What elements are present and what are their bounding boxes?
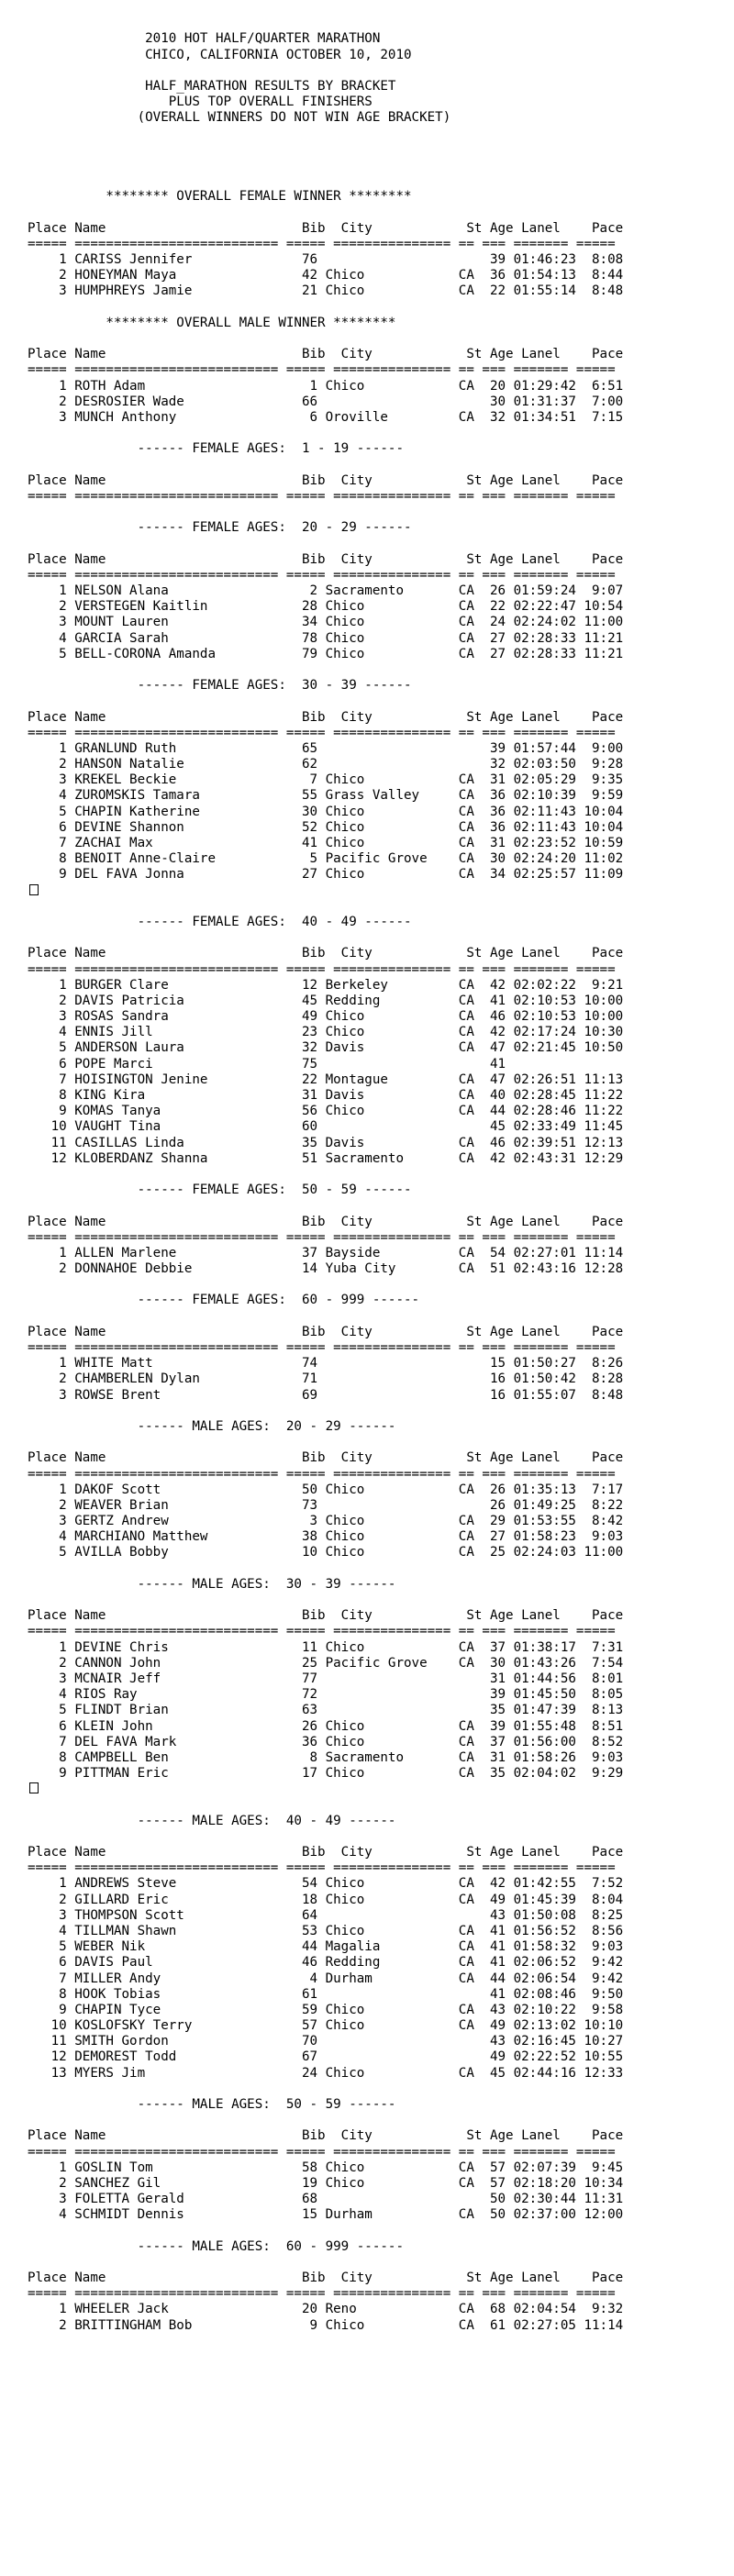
blank-line <box>28 142 734 158</box>
column-rule: ===== ========================== ===== =============== == === ======= ===== <box>28 725 616 740</box>
blank-line <box>28 1829 734 1845</box>
result-row: 5 ANDERSON Laura 32 Davis CA 47 02:21:45 10:50 <box>28 1040 624 1056</box>
blank-line <box>28 1435 734 1450</box>
blank-line <box>28 1198 734 1214</box>
result-row: 5 BELL-CORONA Amanda 79 Chico CA 27 02:28:33 11:21 <box>28 646 624 661</box>
result-row: 1 GOSLIN Tom 58 Chico CA 57 02:07:39 9:45 <box>28 2160 624 2175</box>
bracket-section <box>28 520 734 678</box>
result-row: 1 CARISS Jennifer 76 39 01:46:23 8:08 <box>28 252 624 268</box>
column-rule: ===== ========================== ===== =============== == === ======= ===== <box>28 567 616 583</box>
result-row: 2 HANSON Natalie 62 32 02:03:50 9:28 <box>28 757 624 772</box>
result-row: 3 GERTZ Andrew 3 Chico CA 29 01:53:55 8:42 <box>28 1514 624 1529</box>
column-rule: ===== ========================== ===== =============== == === ======= ===== <box>28 1860 616 1876</box>
result-row: 1 ALLEN Marlene 37 Bayside CA 54 02:27:01 11:14 <box>28 1245 624 1260</box>
section-heading: ------ FEMALE AGES: 20 - 29 ------ <box>28 520 412 536</box>
column-rule: ===== ========================== ===== =============== == === ======= ===== <box>28 1466 616 1482</box>
blank-line <box>28 205 734 221</box>
result-row: 10 KOSLOFSKY Terry 57 Chico CA 49 02:13:02 10:10 <box>28 2018 624 2034</box>
title-line: CHICO, CALIFORNIA OCTOBER 10, 2010 <box>28 47 412 62</box>
result-row: 2 HONEYMAN Maya 42 Chico CA 36 01:54:13 8:44 <box>28 268 624 283</box>
blank-line <box>28 2255 734 2271</box>
blank-line <box>28 1167 734 1183</box>
column-header: Place Name Bib City St Age Lanel Pace <box>28 1214 624 1229</box>
result-row: 8 KING Kira 31 Davis CA 40 02:28:45 11:22 <box>28 1088 624 1103</box>
title-line <box>28 63 734 79</box>
result-row: 8 BENOIT Anne-Claire 5 Pacific Grove CA 30 02:24:20 11:02 <box>28 851 624 867</box>
title-line: PLUS TOP OVERALL FINISHERS <box>28 94 373 110</box>
result-row: 3 MOUNT Lauren 34 Chico CA 24 02:24:02 11:00 <box>28 615 624 630</box>
column-header: Place Name Bib City St Age Lanel Pace <box>28 2271 624 2286</box>
result-row: 9 DEL FAVA Jonna 27 Chico CA 34 02:25:57 11:09 <box>28 867 624 883</box>
result-row: 1 WHITE Matt 74 15 01:50:27 8:26 <box>28 1356 624 1371</box>
blank-line <box>28 2082 734 2097</box>
column-header: Place Name Bib City St Age Lanel Pace <box>28 946 624 961</box>
column-header: Place Name Bib City St Age Lanel Pace <box>28 2128 624 2144</box>
result-row: 3 KREKEL Beckie 7 Chico CA 31 02:05:29 9:35 <box>28 772 624 788</box>
blank-line <box>28 1561 734 1577</box>
document-title-block <box>28 31 734 158</box>
result-row: 1 ANDREWS Steve 54 Chico CA 42 01:42:55 7:52 <box>28 1876 624 1892</box>
page-break-marker <box>28 883 734 899</box>
blank-line <box>28 2224 734 2239</box>
section-heading: ******** OVERALL MALE WINNER ******** <box>28 315 396 330</box>
result-row: 4 TILLMAN Shawn 53 Chico CA 41 01:56:52 8:56 <box>28 1923 624 1938</box>
result-row: 3 THOMPSON Scott 64 43 01:50:08 8:25 <box>28 1907 624 1923</box>
result-row: 12 KLOBERDANZ Shanna 51 Sacramento CA 42 02:43:31 12:29 <box>28 1150 624 1166</box>
section-heading: ------ MALE AGES: 50 - 59 ------ <box>28 2097 396 2112</box>
result-row: 3 MUNCH Anthony 6 Oroville CA 32 01:34:51 7:15 <box>28 409 624 425</box>
result-row: 11 CASILLAS Linda 35 Davis CA 46 02:39:51 12:13 <box>28 1135 624 1150</box>
blank-line <box>28 127 734 142</box>
column-header: Place Name Bib City St Age Lanel Pace <box>28 709 624 725</box>
blank-line <box>28 662 734 678</box>
result-row: 6 KLEIN John 26 Chico CA 39 01:55:48 8:51 <box>28 1718 624 1734</box>
blank-line <box>28 458 734 473</box>
result-row: 12 DEMOREST Todd 67 49 02:22:52 10:55 <box>28 2049 624 2065</box>
result-row: 9 PITTMAN Eric 17 Chico CA 35 02:04:02 9:29 <box>28 1766 624 1782</box>
square-glyph-icon <box>29 1782 39 1793</box>
section-heading: ------ MALE AGES: 30 - 39 ------ <box>28 1576 396 1592</box>
column-rule: ===== ========================== ===== =============== == === ======= ===== <box>28 2286 616 2302</box>
result-row: 7 DEL FAVA Mark 36 Chico CA 37 01:56:00 8:52 <box>28 1734 624 1749</box>
section-heading: ------ MALE AGES: 60 - 999 ------ <box>28 2238 404 2254</box>
result-row: 1 BURGER Clare 12 Berkeley CA 42 02:02:22 9:21 <box>28 977 624 993</box>
column-rule: ===== ========================== ===== =============== == === ======= ===== <box>28 1229 616 1245</box>
bracket-section <box>28 1183 734 1293</box>
result-row: 5 AVILLA Bobby 10 Chico CA 25 02:24:03 11:00 <box>28 1545 624 1560</box>
section-heading: ------ FEMALE AGES: 30 - 39 ------ <box>28 678 412 694</box>
result-row: 2 GILLARD Eric 18 Chico CA 49 01:45:39 8:04 <box>28 1892 624 1907</box>
column-rule: ===== ========================== ===== =============== == === ======= ===== <box>28 1340 616 1355</box>
bracket-section <box>28 1577 734 1814</box>
title-line: (OVERALL WINNERS DO NOT WIN AGE BRACKET) <box>28 110 451 126</box>
result-row: 2 BRITTINGHAM Bob 9 Chico CA 61 02:27:05 11:14 <box>28 2317 624 2333</box>
column-rule: ===== ========================== ===== =============== == === ======= ===== <box>28 236 616 251</box>
result-row: 8 CAMPBELL Ben 8 Sacramento CA 31 01:58:26 9:03 <box>28 1749 624 1765</box>
blank-line <box>28 899 734 915</box>
result-row: 11 SMITH Gordon 70 43 02:16:45 10:27 <box>28 2034 624 2049</box>
result-row: 1 DEVINE Chris 11 Chico CA 37 01:38:17 7:31 <box>28 1639 624 1655</box>
bracket-section <box>28 1814 734 2097</box>
result-row: 1 DAKOF Scott 50 Chico CA 26 01:35:13 7:17 <box>28 1482 624 1497</box>
column-header: Place Name Bib City St Age Lanel Pace <box>28 1608 624 1624</box>
bracket-section <box>28 2239 734 2349</box>
blank-line <box>28 426 734 441</box>
column-rule: ===== ========================== ===== =============== == === ======= ===== <box>28 1624 616 1639</box>
result-row: 4 GARCIA Sarah 78 Chico CA 27 02:28:33 11:21 <box>28 630 624 646</box>
blank-line <box>28 331 734 347</box>
blank-line <box>28 930 734 946</box>
bracket-sections <box>28 189 734 2349</box>
result-row: 5 WEBER Nik 44 Magalia CA 41 01:58:32 9:03 <box>28 1939 624 1955</box>
result-row: 4 SCHMIDT Dennis 15 Durham CA 50 02:37:00 12:00 <box>28 2207 624 2223</box>
result-row: 7 MILLER Andy 4 Durham CA 44 02:06:54 9:42 <box>28 1971 624 1986</box>
result-row: 1 NELSON Alana 2 Sacramento CA 26 01:59:24 9:07 <box>28 583 624 598</box>
page-break-marker <box>28 1782 734 1797</box>
column-header: Place Name Bib City St Age Lanel Pace <box>28 347 624 362</box>
result-row: 6 POPE Marci 75 41 <box>28 1056 506 1071</box>
blank-line <box>28 694 734 709</box>
result-row: 2 CHAMBERLEN Dylan 71 16 01:50:42 8:28 <box>28 1371 624 1387</box>
column-rule: ===== ========================== ===== =============== == === ======= ===== <box>28 362 616 378</box>
bracket-section <box>28 2097 734 2239</box>
section-heading: ------ FEMALE AGES: 40 - 49 ------ <box>28 914 412 929</box>
column-header: Place Name Bib City St Age Lanel Pace <box>28 1450 624 1466</box>
bracket-section <box>28 678 734 915</box>
result-row: 3 ROWSE Brent 69 16 01:55:07 8:48 <box>28 1387 624 1403</box>
result-row: 3 MCNAIR Jeff 77 31 01:44:56 8:01 <box>28 1671 624 1686</box>
result-row: 2 DAVIS Patricia 45 Redding CA 41 02:10:53 10:00 <box>28 993 624 1008</box>
section-heading: ------ MALE AGES: 40 - 49 ------ <box>28 1813 396 1828</box>
result-row: 2 SANCHEZ Gil 19 Chico CA 57 02:18:20 10:34 <box>28 2175 624 2191</box>
title-line: HALF_MARATHON RESULTS BY BRACKET <box>28 78 396 94</box>
blank-line <box>28 1404 734 1419</box>
section-heading: ------ FEMALE AGES: 1 - 19 ------ <box>28 441 404 457</box>
result-row: 3 FOLETTA Gerald 68 50 02:30:44 11:31 <box>28 2192 624 2207</box>
column-header: Place Name Bib City St Age Lanel Pace <box>28 1324 624 1339</box>
blank-line <box>28 1277 734 1293</box>
blank-line <box>28 536 734 551</box>
result-row: 2 DESROSIER Wade 66 30 01:31:37 7:00 <box>28 394 624 409</box>
result-row: 3 ROSAS Sandra 49 Chico CA 46 02:10:53 10:00 <box>28 1009 624 1025</box>
result-row: 1 ROTH Adam 1 Chico CA 20 01:29:42 6:51 <box>28 378 624 394</box>
result-row: 4 RIOS Ray 72 39 01:45:50 8:05 <box>28 1687 624 1703</box>
result-row: 2 CANNON John 25 Pacific Grove CA 30 01:43:26 7:54 <box>28 1655 624 1671</box>
square-glyph-icon <box>29 884 39 895</box>
result-row: 10 VAUGHT Tina 60 45 02:33:49 11:45 <box>28 1119 624 1135</box>
section-heading: ------ FEMALE AGES: 60 - 999 ------ <box>28 1293 420 1308</box>
blank-line <box>28 1309 734 1325</box>
result-row: 8 HOOK Tobias 61 41 02:08:46 9:50 <box>28 1986 624 2002</box>
column-header: Place Name Bib City St Age Lanel Pace <box>28 551 624 567</box>
section-heading: ------ MALE AGES: 20 - 29 ------ <box>28 1418 396 1434</box>
section-heading: ------ FEMALE AGES: 50 - 59 ------ <box>28 1183 412 1198</box>
blank-line <box>28 1797 734 1813</box>
result-row: 5 FLINDT Brian 63 35 01:47:39 8:13 <box>28 1703 624 1718</box>
result-row: 4 ZUROMSKIS Tamara 55 Grass Valley CA 36 02:10:39 9:59 <box>28 788 624 804</box>
column-rule: ===== ========================== ===== =============== == === ======= ===== <box>28 2144 616 2160</box>
blank-line <box>28 2334 734 2349</box>
bracket-section <box>28 189 734 316</box>
column-rule: ===== ========================== ===== =============== == === ======= ===== <box>28 961 616 977</box>
column-header: Place Name Bib City St Age Lanel Pace <box>28 1845 624 1860</box>
result-row: 2 VERSTEGEN Kaitlin 28 Chico CA 22 02:22:47 10:54 <box>28 599 624 615</box>
column-rule: ===== ========================== ===== =============== == === ======= ===== <box>28 488 616 504</box>
result-row: 3 HUMPHREYS Jamie 21 Chico CA 22 01:55:14 8:48 <box>28 283 624 299</box>
blank-line <box>28 1593 734 1608</box>
result-row: 9 CHAPIN Tyce 59 Chico CA 43 02:10:22 9:58 <box>28 2002 624 2017</box>
result-row: 4 MARCHIANO Matthew 38 Chico CA 27 01:58:23 9:03 <box>28 1529 624 1545</box>
result-row: 1 GRANLUND Ruth 65 39 01:57:44 9:00 <box>28 740 624 756</box>
bracket-section <box>28 441 734 520</box>
blank-line <box>28 2113 734 2128</box>
column-header: Place Name Bib City St Age Lanel Pace <box>28 220 624 236</box>
result-row: 7 HOISINGTON Jenine 22 Montague CA 47 02:26:51 11:13 <box>28 1071 624 1087</box>
column-header: Place Name Bib City St Age Lanel Pace <box>28 472 624 488</box>
result-row: 7 ZACHAI Max 41 Chico CA 31 02:23:52 10:59 <box>28 836 624 850</box>
section-heading: ******** OVERALL FEMALE WINNER ******** <box>28 189 412 205</box>
title-line: 2010 HOT HALF/QUARTER MARATHON <box>28 31 381 47</box>
bracket-section <box>28 1419 734 1577</box>
result-row: 2 WEAVER Brian 73 26 01:49:25 8:22 <box>28 1497 624 1513</box>
result-row: 9 KOMAS Tanya 56 Chico CA 44 02:28:46 11:22 <box>28 1104 624 1119</box>
result-row: 4 ENNIS Jill 23 Chico CA 42 02:17:24 10:30 <box>28 1025 624 1040</box>
bracket-section <box>28 1293 734 1419</box>
result-row: 6 DEVINE Shannon 52 Chico CA 36 02:11:43 10:04 <box>28 819 624 835</box>
bracket-section <box>28 316 734 442</box>
blank-line <box>28 300 734 316</box>
result-row: 2 DONNAHOE Debbie 14 Yuba City CA 51 02:43:16 12:28 <box>28 1261 624 1277</box>
result-row: 5 CHAPIN Katherine 30 Chico CA 36 02:11:43 10:04 <box>28 804 624 819</box>
result-row: 13 MYERS Jim 24 Chico CA 45 02:44:16 12:33 <box>28 2065 624 2081</box>
result-row: 1 WHEELER Jack 20 Reno CA 68 02:04:54 9:32 <box>28 2302 624 2317</box>
result-row: 6 DAVIS Paul 46 Redding CA 41 02:06:52 9:42 <box>28 1955 624 1971</box>
blank-line <box>28 505 734 520</box>
bracket-section <box>28 915 734 1183</box>
